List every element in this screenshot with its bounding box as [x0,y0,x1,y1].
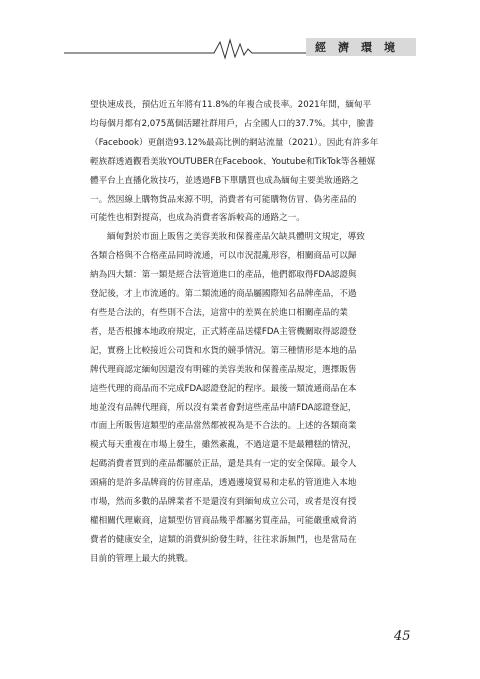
text-line: 模式每天重複在市場上發生，雖然紊亂，不過這還不是最糟糕的情況， [90,440,357,451]
text-line: 地並沒有品牌代理商，所以沒有業者會對這些產品申請FDA認證登記， [90,402,357,413]
text-line: 市場，然而多數的品牌業者不是還沒有到緬甸成立公司，或者是沒有授 [90,497,357,508]
text-line: 各類合格與不合格產品同時流通，可以市況混亂形容，相關商品可以歸 [90,251,357,262]
text-line: 費者的健康安全，這類的消費糾紛發生時，往往求訴無門，也是當局在 [90,534,357,545]
text-line: 登記後，才上市流通的。第二類流通的商品屬國際知名品牌產品，不過 [90,289,357,300]
text-line: 這些代理的商品而不完成FDA認證登記的程序。最後一類流通商品在本 [90,383,357,394]
text-line: 緬甸對於市面上販售之美容美妝和保養產品欠缺具體明文規定，導致 [107,232,365,243]
text-line: 體平台上直播化妝技巧，並透過FB下單購買也成為緬甸主要美妝通路之 [90,175,359,186]
text-line: 有些是合法的，有些則不合法，這當中的差異在於進口相關產品的業 [90,307,348,318]
text-line: 起碼消費者買到的產品都屬於正品，還是具有一定的安全保障。最令人 [90,459,357,470]
text-line: 目前的管理上最大的挑戰。 [90,553,194,564]
text-line: 均每個月都有2,075萬個活躍社群用戶，占全國人口的37.7%。其中，臉書 [90,118,374,129]
paragraph-2 [90,228,410,568]
text-line: 者，是否根據本地政府規定，正式將產品送樣FDA主管機關取得認證登 [90,326,357,337]
section-title: 經濟環境 [306,38,416,56]
text-line: 納為四大類：第一類是經合法管道進口的產品，他們都取得FDA認證與 [90,270,357,281]
page-number: 45 [394,629,411,644]
text-line: 牌代理商認定緬甸因還沒有明確的美容美妝和保養產品規定，選擇販售 [90,364,357,375]
text-line: 可能性也相對提高，也成為消費者客訴較高的通路之一。 [90,213,305,224]
text-line: 一。然因線上購物貨品來源不明，消費者有可能購物仿冒、偽劣產品的 [90,194,357,205]
text-line: 望快速成長，預估近五年將有11.8%的年複合成長率。2021年間，緬甸平 [90,100,372,110]
page-header [64,36,416,60]
text-line: 輕族群透過觀看美妝YOUTUBER在Facebook、Youtube和TikTok等各種媒 [90,156,376,167]
text-line: 頭痛的是許多品牌商的仿冒產品，透過邊境貿易和走私的管道進入本地 [90,478,357,489]
body-text [90,96,410,569]
text-line: 權相關代理廠商，這類型仿冒商品幾乎都屬劣質產品，可能嚴重威脅消 [90,515,357,526]
text-line: 市面上所販售這類型的產品當然都被視為是不合法的。上述的各類商業 [90,421,357,432]
text-line: 記，實務上比較接近公司貨和水貨的競爭情況。第三種情形是本地的品 [90,345,357,356]
text-line: （Facebook）更創造93.12%最高比例的網站流量（2021）。因此有許多年 [90,137,379,148]
paragraph-1 [90,96,410,228]
